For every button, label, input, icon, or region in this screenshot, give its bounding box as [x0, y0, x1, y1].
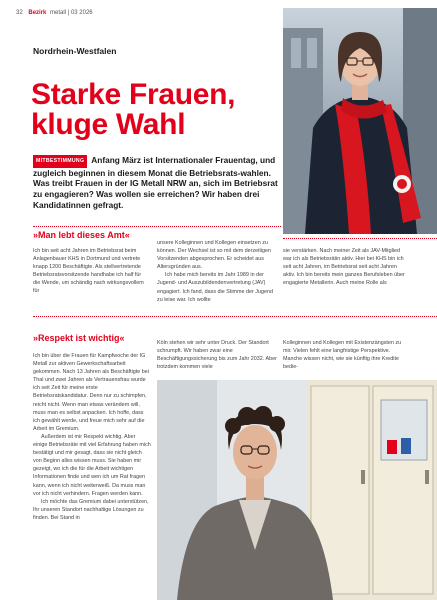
paragraph: Köln stehen wir sehr unter Druck. Der Standort schrumpft. Wir haben zwar eine Beschäftigungssicherung bis zum Jahr 2032. Aber trotzdem kommen viele [157, 340, 277, 371]
paragraph: sie verstärken. Nach meiner Zeit als JAV-Mitglied war ich als Betriebsrätin aktiv. Hier bei KHS bin ich seit acht Jahren, im Betriebsrat seit acht Jahren aktiv. Ich bin bereits mein ganzes Berufsleben über engagierte Metallerin. Auch meine Rolle als [283, 248, 405, 287]
paragraph: Ich habe mich bereits im Jahr 1989 in der Jugend- und Auszubildendenvertretung (JAV) engagiert. Ich fand, dass die Stimme der Jugend zu leise war. Ich wollte [157, 272, 273, 301]
intro-text: Anfang März ist Internationaler Frauentag, und zugleich beginnen in diesem Monat die Betriebsrats-wahlen. Was treibt Frauen in der IG Metall NRW an, sich im Betriebsrat zu engagieren? Was wollen sie erreichen? Wir haben drei Kandidatinnen gefragt. [33, 155, 278, 210]
paragraph: Ich bin über die Frauen für Kampfwoche der IG Metall zur aktiven Gewerkschaftsarbeit gekommen. Nach 13 Jahren als Beschäftigte bei Thal und zwei Jahren als Vertrauensfrau wurde ich seit Zeit für meine erste Betriebsratskandidatur. Denn nur zu schimpfen, reicht nicht. Wenn man etwas verändern will, muss man es selbst anpacken. Ich hoffe, dass ich gewählt werde, und freue mich sehr auf die Arbeit im Gremium. [33, 353, 149, 432]
section-2-column-3 [283, 339, 409, 375]
paragraph: Ich möchte das Gremium dabei unterstützen, Ihr unseren Standort nachhaltige Lösungen zu finden. Bei Stand in [33, 498, 149, 521]
section-2-divider [33, 316, 437, 317]
section-1-column-2 [157, 239, 277, 301]
paragraph: Kolleginnen und Kollegen mit Existenzängsten zu mir. Vielen fehlt eine langfristige Perspektive. Manche wissen nicht, wie sie künftig ihre Kredite bedie- [283, 340, 402, 371]
section-1-heading: »Man lebt dieses Amt« [33, 230, 130, 240]
portrait-photo [157, 380, 437, 600]
page-header [16, 10, 93, 16]
region-label: Nordrhein-Westfalen [33, 46, 117, 56]
intro-paragraph [33, 155, 279, 211]
page-title [31, 80, 281, 140]
paragraph: unsere Kolleginnen und Kollegen einsetzen zu können. Der Wechsel ist so mit dem derzeitigen Vorsitzenden abgesprochen. Er scheidet aus Altersgründen aus. [157, 240, 272, 271]
headline-line-2: kluge Wahl [31, 108, 186, 141]
section-2-column-2 [157, 339, 279, 375]
paragraph: Außerdem ist mir Respekt wichtig. Aber einige Betriebsräte mit viel Erfahrung haben mich bestätigt und mir gesagt, dass sie nicht gleich von Beginn alles wissen muss. Sie haben mir gezeigt, wo ich die für die Arbeit wichtigen Informationen finde und wen ich um Rat fragen kann, wenn ich nicht weiterweiß. Da muss man vor ich nicht verhindern. Fragen werden kann. [33, 433, 151, 497]
hero-photo-illustration [283, 8, 437, 234]
section-1-column-3 [283, 247, 409, 301]
section-brand: Bezirk [28, 10, 47, 16]
section-1-divider-right [283, 238, 437, 239]
section-2-column-1 [33, 352, 151, 596]
section-1-divider [33, 226, 281, 227]
hero-photo [283, 8, 437, 234]
portrait-photo-illustration [157, 380, 437, 600]
page-number: 32 [16, 10, 23, 16]
issue-label: metall | 03 2026 [50, 10, 93, 16]
paragraph: Ich bin seit acht Jahren im Betriebsrat beim Anlagenbauer KHS in Dortmund und vertrete knapp 1200 Beschäftigte. Als stellvertretende Betriebsratsvorsitzende handhabe ich half für die Wende, um schändig nach wirkungsvollem für [33, 248, 144, 295]
section-2-heading: »Respekt ist wichtig« [33, 333, 125, 343]
section-1-column-1 [33, 247, 149, 301]
category-tag: MITBESTIMMUNG [33, 155, 87, 168]
headline-line-1: Starke Frauen, [31, 78, 236, 111]
